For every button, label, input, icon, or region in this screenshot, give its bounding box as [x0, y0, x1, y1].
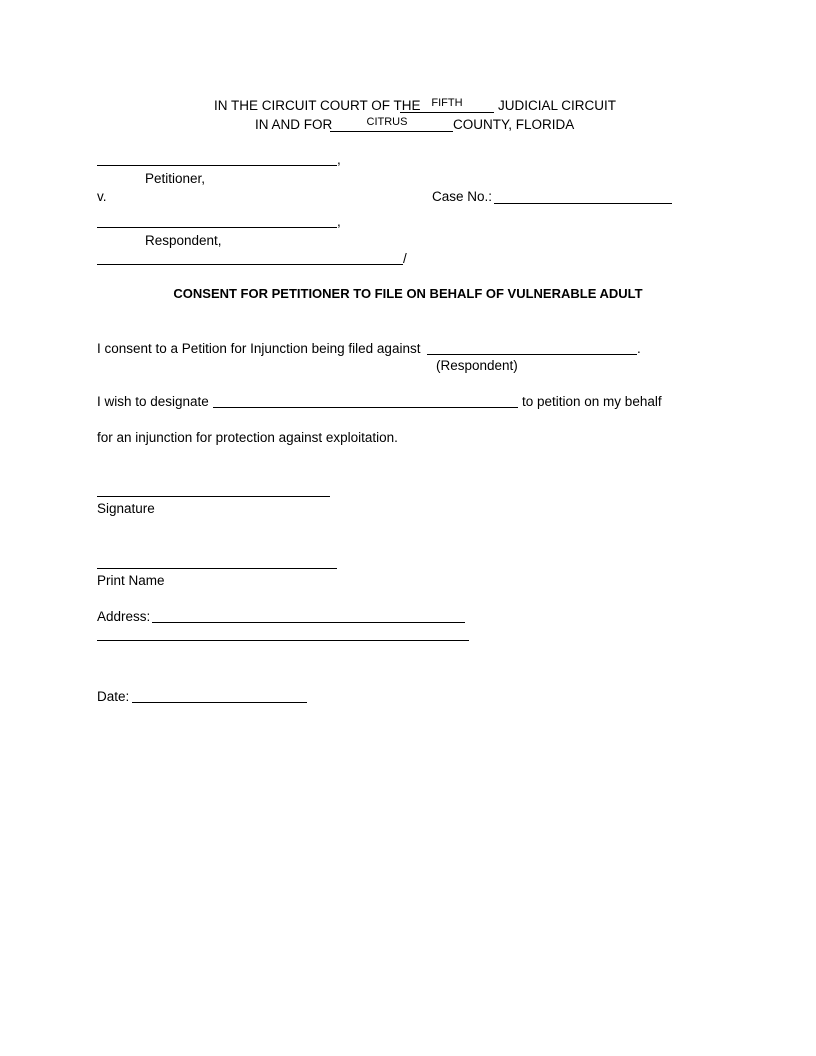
- header-court-suffix: JUDICIAL CIRCUIT: [498, 98, 617, 113]
- circuit-field[interactable]: [400, 112, 494, 113]
- consent-text: I consent to a Petition for Injunction being filed against: [97, 341, 421, 356]
- header-court-prefix: IN THE CIRCUIT COURT OF THE: [214, 98, 421, 113]
- caption-slash: /: [403, 251, 407, 266]
- designate-line-2: for an injunction for protection against exploitation.: [97, 430, 398, 445]
- address-label: Address:: [97, 609, 151, 624]
- versus-label: v.: [97, 189, 107, 204]
- print-name-label: Print Name: [97, 573, 165, 588]
- date-label: Date:: [97, 689, 130, 704]
- petitioner-comma: ,: [337, 152, 341, 167]
- consent-period: .: [637, 341, 641, 356]
- header-county-prefix: IN AND FOR: [255, 117, 333, 132]
- respondent-name-field[interactable]: [97, 227, 337, 228]
- print-name-field[interactable]: [97, 568, 337, 569]
- circuit-value[interactable]: FIFTH: [431, 97, 463, 109]
- signature-field[interactable]: [97, 496, 330, 497]
- designate-prefix: I wish to designate: [97, 394, 209, 409]
- address-field-line-2[interactable]: [97, 640, 469, 641]
- designee-field[interactable]: [213, 407, 518, 408]
- respondent-hint: (Respondent): [436, 358, 518, 373]
- header-county-suffix: COUNTY, FLORIDA: [453, 117, 575, 132]
- caption-closing-line: [97, 264, 403, 265]
- case-number-label: Case No.:: [432, 189, 493, 204]
- county-value[interactable]: CITRUS: [366, 116, 408, 128]
- county-field[interactable]: [330, 131, 453, 132]
- signature-label: Signature: [97, 501, 155, 516]
- petitioner-label: Petitioner,: [145, 171, 206, 186]
- petitioner-name-field[interactable]: [97, 165, 337, 166]
- respondent-label: Respondent,: [145, 233, 222, 248]
- form-title: CONSENT FOR PETITIONER TO FILE ON BEHALF OF VULNERABLE ADULT: [173, 286, 643, 301]
- designate-suffix: to petition on my behalf: [522, 394, 662, 409]
- respondent-comma: ,: [337, 214, 341, 229]
- case-number-field[interactable]: [494, 203, 672, 204]
- address-field-line-1[interactable]: [152, 622, 465, 623]
- date-field[interactable]: [132, 702, 307, 703]
- consent-respondent-field[interactable]: [427, 354, 637, 355]
